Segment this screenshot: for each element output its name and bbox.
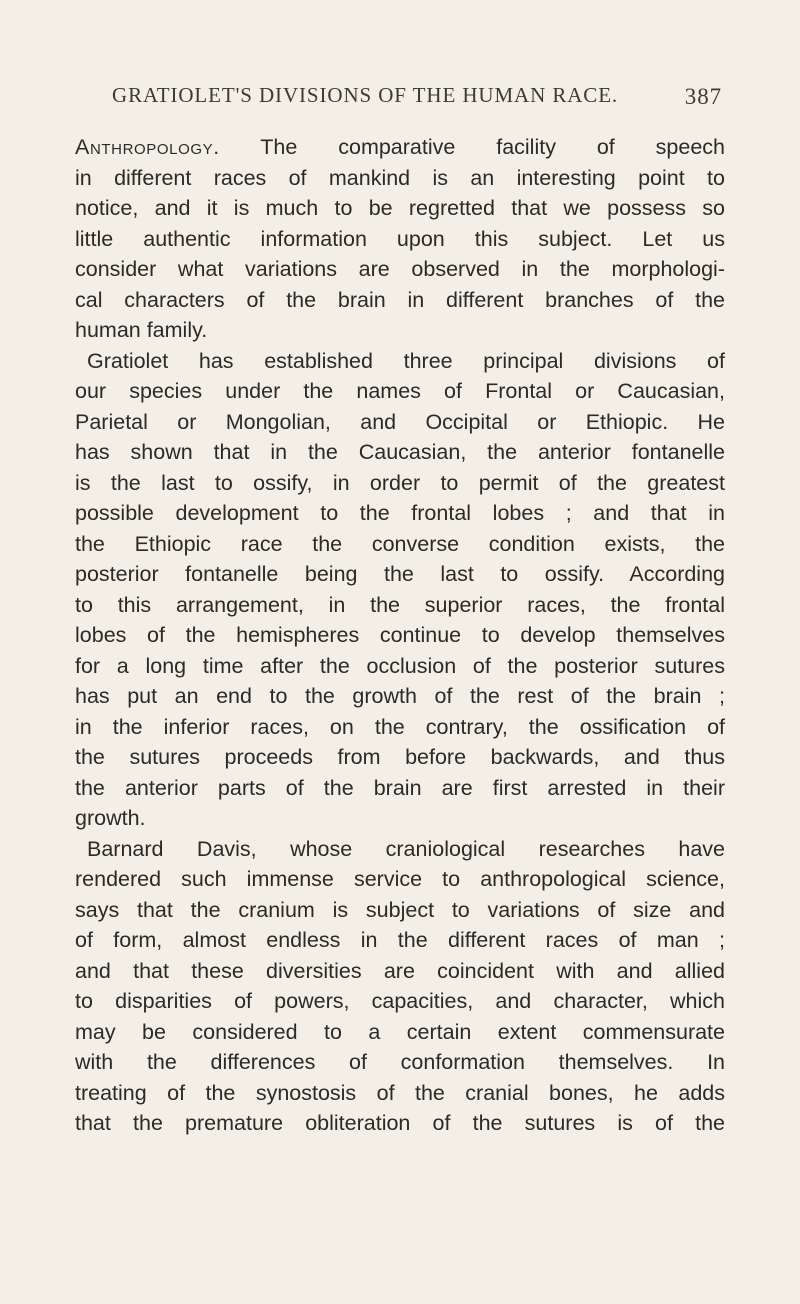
text-line: has put an end to the growth of the rest of the brain ; <box>75 684 725 708</box>
text-line: consider what variations are observed in the morphologi- <box>75 257 725 281</box>
text-line: possible development to the frontal lobes ; and that in <box>75 501 725 525</box>
text-line: the anterior parts of the brain are first arrested in their <box>75 775 725 800</box>
section-lead-word: Anthropology. <box>75 135 220 159</box>
text-line: rendered such immense service to anthropological science, <box>75 867 725 891</box>
text-line: says that the cranium is subject to variations of size and <box>75 897 725 922</box>
text-line: growth. <box>75 806 146 830</box>
text-line: to disparities of powers, capacities, and character, which <box>75 989 725 1013</box>
text-line: the sutures proceeds from before backwards, and thus <box>75 745 725 769</box>
paragraph-1-line-1 <box>75 132 725 163</box>
text-line: in the inferior races, on the contrary, the ossification of <box>75 714 725 739</box>
text-line: may be considered to a certain extent commensurate <box>75 1019 725 1044</box>
text-line: treating of the synostosis of the cranial bones, he adds <box>75 1080 725 1105</box>
text-line: posterior fontanelle being the last to ossify. According <box>75 562 725 586</box>
text-line: to this arrangement, in the superior races, the frontal <box>75 592 725 617</box>
text-line: has shown that in the Caucasian, the anterior fontanelle <box>75 440 725 464</box>
text-line: and that these diversities are coincident with and allied <box>75 958 725 983</box>
body-text <box>75 132 725 1139</box>
text-line: cal characters of the brain in different branches of the <box>75 287 725 312</box>
running-head <box>112 83 722 109</box>
text-line: notice, and it is much to be regretted that we possess so <box>75 196 725 220</box>
page-number: 387 <box>684 84 722 109</box>
text-line: our species under the names of Frontal or Caucasian, <box>75 379 725 403</box>
text-line: Parietal or Mongolian, and Occipital or Ethiopic. He <box>75 409 725 434</box>
text-line: human family. <box>75 318 208 342</box>
text-line: that the premature obliteration of the sutures is of the <box>75 1111 725 1135</box>
text-line: little authentic information upon this subject. Let us <box>75 226 725 251</box>
text-line: of form, almost endless in the different races of man ; <box>75 928 725 952</box>
text-line: Barnard Davis, whose craniological researches have <box>87 836 725 861</box>
text-line: Gratiolet has established three principal divisions of <box>87 348 725 373</box>
text-line: for a long time after the occlusion of the posterior sutures <box>75 653 725 678</box>
text-line: The comparative facility of speech <box>260 135 725 159</box>
running-title: GRATIOLET'S DIVISIONS OF THE HUMAN RACE. <box>112 83 619 107</box>
text-line: the Ethiopic race the converse condition exists, the <box>75 531 725 556</box>
text-line: lobes of the hemispheres continue to develop themselves <box>75 623 725 647</box>
text-line: in different races of mankind is an interesting point to <box>75 165 725 190</box>
text-line: with the differences of conformation themselves. In <box>75 1050 725 1074</box>
text-line: is the last to ossify, in order to permit of the greatest <box>75 470 725 495</box>
